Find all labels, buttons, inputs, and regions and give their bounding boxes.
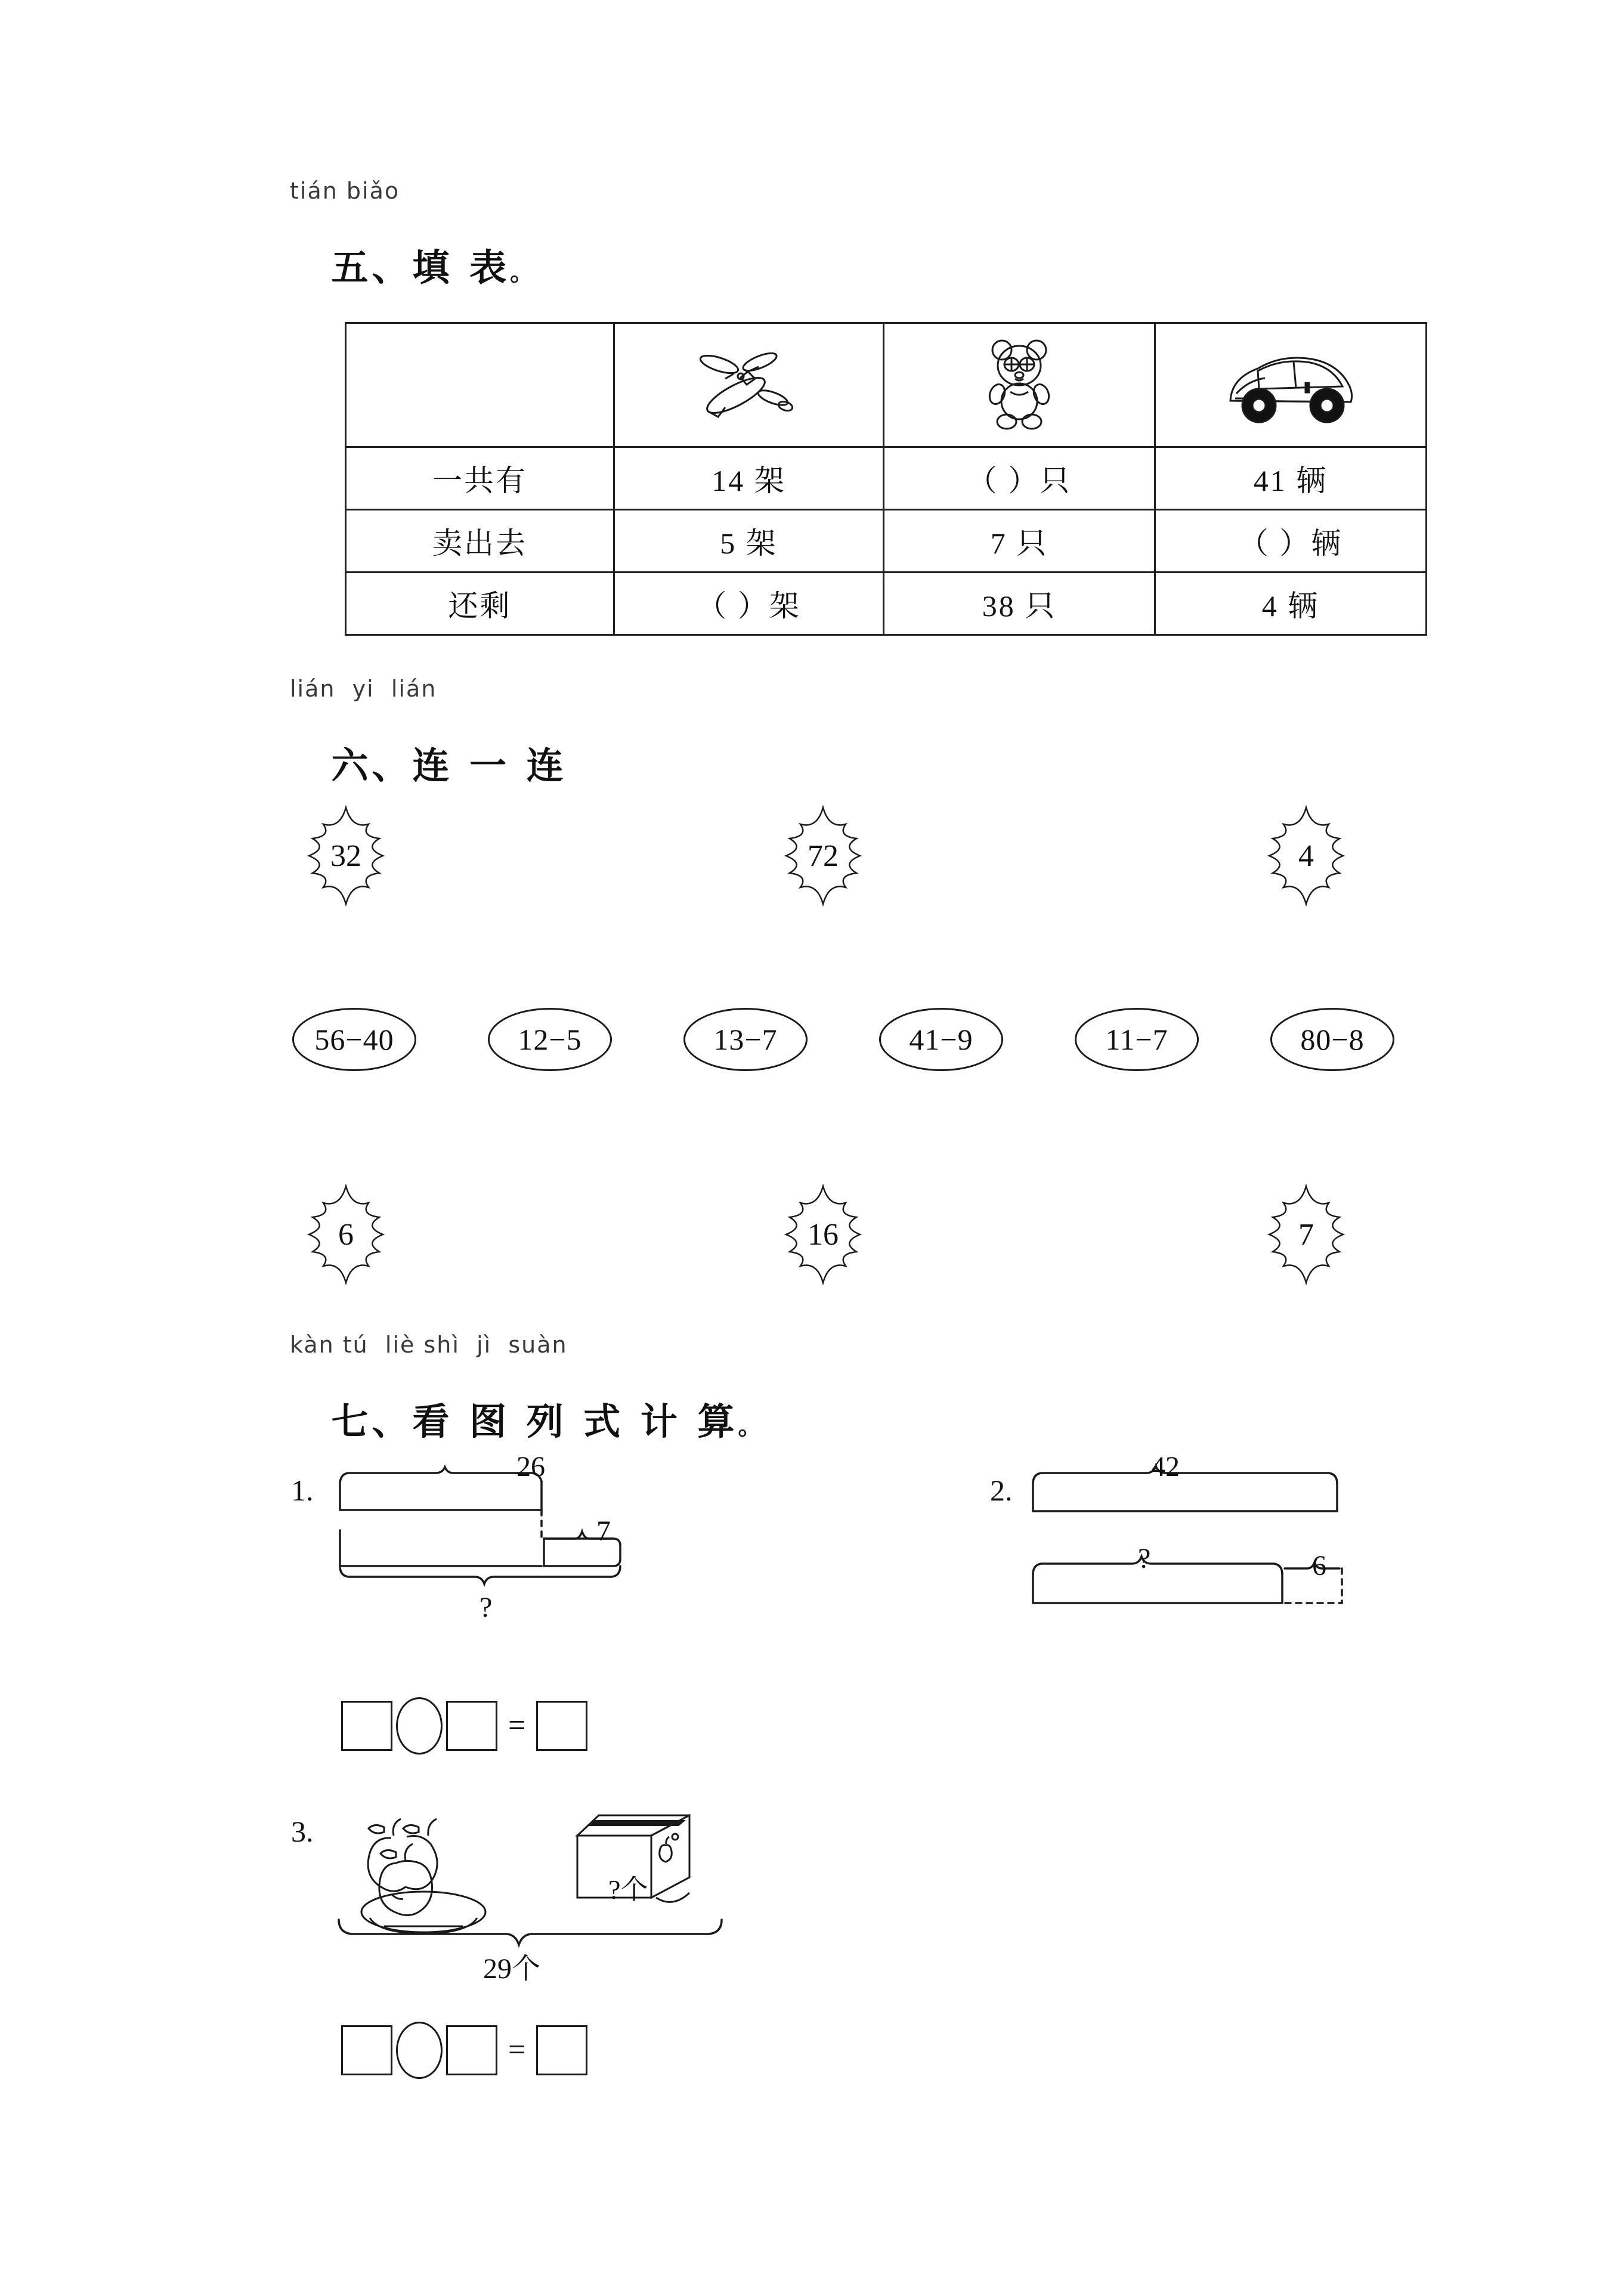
answer-burst-top-2[interactable] xyxy=(769,805,877,906)
burst-value: 7 xyxy=(1298,1217,1314,1252)
expression-oval-6[interactable] xyxy=(1270,1008,1394,1071)
bar-diagram-1 xyxy=(334,1455,787,1634)
cell-text: 41 辆 xyxy=(1253,464,1328,497)
cell-text: 5 架 xyxy=(720,527,778,560)
equation-row-2 xyxy=(341,2022,587,2079)
table-row xyxy=(346,447,1427,510)
section-heading-six xyxy=(233,677,567,830)
cell-car-sold[interactable] xyxy=(1155,510,1427,573)
cell-text: （ ）只 xyxy=(967,464,1072,497)
expression-text: 41−9 xyxy=(909,1023,973,1056)
table-row xyxy=(346,510,1427,573)
total-label-29: 29个 xyxy=(483,1953,541,1985)
airplane-toy-icon xyxy=(615,341,883,430)
table-header-bear xyxy=(884,323,1155,447)
expression-text: 12−5 xyxy=(518,1023,582,1056)
section-six-title-text: 六、连 一 连 xyxy=(331,744,567,788)
bar-label-7: 7 xyxy=(596,1515,611,1547)
section-seven-period: 。 xyxy=(738,1413,762,1441)
burst-value: 32 xyxy=(330,838,361,873)
expression-text: 56−40 xyxy=(314,1023,394,1056)
equation-result-box[interactable] xyxy=(536,1701,587,1751)
equation-result-box[interactable] xyxy=(536,2025,587,2075)
section-five-title-text: 五、填 表 xyxy=(331,246,511,290)
table-header-car xyxy=(1155,323,1427,447)
answer-burst-bottom-2[interactable] xyxy=(769,1184,877,1285)
equation-operand-box-2[interactable] xyxy=(446,1701,497,1751)
cell-text: （ ）辆 xyxy=(1238,527,1343,560)
section-six-pinyin: lián yi lián xyxy=(290,676,437,702)
cell-text: 38 只 xyxy=(982,589,1057,623)
cell-text: 4 辆 xyxy=(1261,589,1320,623)
bar-label-26: 26 xyxy=(516,1451,545,1483)
table-header-airplane xyxy=(614,323,884,447)
bar-label-total-question: ? xyxy=(480,1592,493,1623)
equation-operator-circle-1[interactable] xyxy=(396,2022,443,2079)
expression-text: 11−7 xyxy=(1105,1023,1168,1056)
cell-bear-remaining[interactable] xyxy=(884,573,1155,635)
section-five-title xyxy=(233,204,534,332)
table-row xyxy=(346,573,1427,635)
answer-burst-bottom-3[interactable] xyxy=(1252,1184,1360,1285)
cell-text: 14 架 xyxy=(712,464,786,497)
equals-sign: = xyxy=(508,1709,526,1743)
table-corner-cell xyxy=(346,323,614,447)
row-label-remaining xyxy=(346,573,614,635)
equation-operand-box-1[interactable] xyxy=(341,2025,392,2075)
bar-label-question: ? xyxy=(1138,1543,1151,1574)
expression-oval-5[interactable] xyxy=(1075,1008,1199,1071)
equation-operand-box-2[interactable] xyxy=(446,2025,497,2075)
expression-oval-1[interactable] xyxy=(292,1008,416,1071)
answer-burst-top-1[interactable] xyxy=(292,805,400,906)
expression-oval-3[interactable] xyxy=(683,1008,808,1071)
expression-text: 80−8 xyxy=(1300,1023,1365,1056)
cell-bear-total[interactable] xyxy=(884,447,1155,510)
cell-bear-sold[interactable] xyxy=(884,510,1155,573)
bar-label-6: 6 xyxy=(1312,1550,1326,1582)
equation-operand-box-1[interactable] xyxy=(341,1701,392,1751)
cell-airplane-sold[interactable] xyxy=(614,510,884,573)
equation-operator-circle-1[interactable] xyxy=(396,1697,443,1755)
car-toy-icon xyxy=(1156,344,1425,427)
section-seven-title-text: 七、看 图 列 式 计 算 xyxy=(331,1400,738,1444)
section-five-period: 。 xyxy=(510,259,534,287)
burst-value: 4 xyxy=(1298,838,1314,873)
problem-number-1: 1. xyxy=(291,1474,314,1507)
answer-burst-bottom-1[interactable] xyxy=(292,1184,400,1285)
answer-burst-top-3[interactable] xyxy=(1252,805,1360,906)
table-header-row xyxy=(346,323,1427,447)
section-six-title xyxy=(233,702,567,830)
bar-label-42: 42 xyxy=(1151,1451,1180,1483)
equals-sign: = xyxy=(508,2033,526,2067)
fill-in-table xyxy=(345,322,1427,636)
cell-airplane-remaining[interactable] xyxy=(614,573,884,635)
expression-oval-4[interactable] xyxy=(879,1008,1003,1071)
expression-text: 13−7 xyxy=(713,1023,778,1056)
cell-text: 一共有 xyxy=(432,464,527,497)
cell-text: 卖出去 xyxy=(432,527,527,560)
section-heading-five xyxy=(233,179,534,332)
row-label-total xyxy=(346,447,614,510)
problem-number-3: 3. xyxy=(291,1815,314,1848)
cell-airplane-total[interactable] xyxy=(614,447,884,510)
section-five-pinyin: tián biǎo xyxy=(290,178,400,204)
cell-text: 7 只 xyxy=(990,527,1048,560)
burst-value: 16 xyxy=(808,1217,839,1252)
cell-car-total[interactable] xyxy=(1155,447,1427,510)
cell-text: （ ）架 xyxy=(697,589,801,623)
bear-toy-icon xyxy=(884,335,1154,436)
problem-number-2: 2. xyxy=(990,1474,1013,1507)
expression-oval-2[interactable] xyxy=(488,1008,612,1071)
row-label-sold xyxy=(346,510,614,573)
box-question-label: ?个 xyxy=(608,1874,648,1905)
burst-value: 6 xyxy=(338,1217,354,1252)
section-seven-pinyin: kàn tú liè shì jì suàn xyxy=(290,1332,568,1358)
burst-value: 72 xyxy=(808,838,839,873)
cell-car-remaining[interactable] xyxy=(1155,573,1427,635)
cell-text: 还剩 xyxy=(448,589,512,623)
equation-row-1 xyxy=(341,1697,587,1755)
bar-diagram-2 xyxy=(1027,1455,1409,1634)
